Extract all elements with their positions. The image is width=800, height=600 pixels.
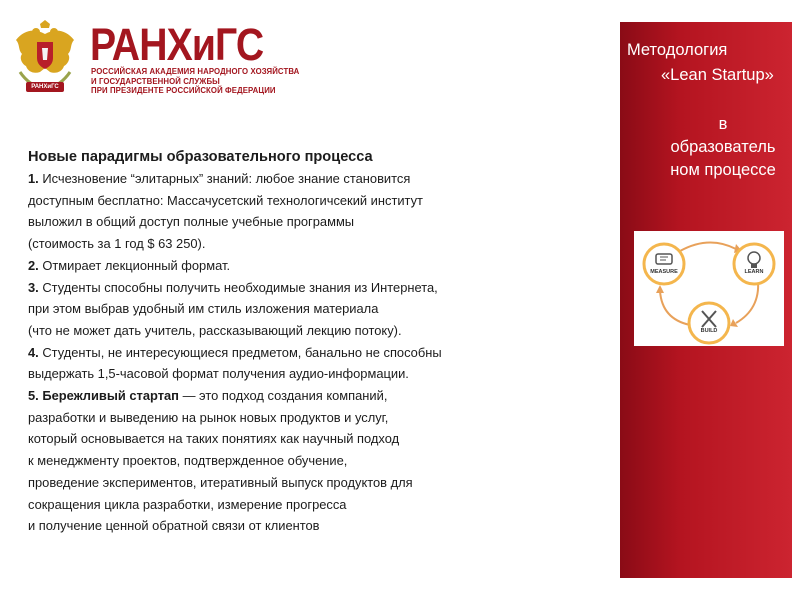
panel-title-line: Методология xyxy=(627,41,728,59)
item-text: Отмирает лекционный формат. xyxy=(38,257,231,273)
lean-startup-term: Бережливый стартап xyxy=(38,388,179,404)
section-heading: Новые парадигмы образовательного процесса xyxy=(28,149,373,165)
paragraph-line: разработки и выведению на рынок новых продуктов и услуг, xyxy=(28,409,389,425)
paragraph-line: который основывается на таких понятиях как научный подход xyxy=(28,431,400,447)
brand-subtitle-line: И ГОСУДАРСТВЕННОЙ СЛУЖБЫ xyxy=(91,76,220,86)
item-number: 5. xyxy=(28,388,39,404)
paragraph-line xyxy=(28,168,618,190)
panel-subtitle-line: в xyxy=(718,115,728,133)
build-measure-learn-diagram xyxy=(634,231,784,346)
paragraph-line: при этом выбрав удобный им стиль изложения материала xyxy=(28,301,379,317)
paragraph-line: сокращения цикла разработки, измерение прогресса xyxy=(28,496,347,512)
paragraph-line: выложил в общий доступ полные учебные программы xyxy=(28,214,355,230)
item-text: — это подход создания компаний, xyxy=(178,388,388,404)
measure-label: MEASURE xyxy=(650,269,678,275)
item-text: Студенты способны получить необходимые знания из Интернета, xyxy=(38,279,438,295)
arrow-learn-to-build xyxy=(736,281,758,323)
brand-subtitle xyxy=(91,67,299,96)
build-label: BUILD xyxy=(700,328,718,334)
item-number: 4. xyxy=(28,344,39,360)
panel-subtitle-line: ном процессе xyxy=(670,161,776,179)
emblem-ribbon-text: РАНХиГС xyxy=(31,84,59,90)
build-node xyxy=(689,303,729,343)
paragraph-line: выдержать 1,5-часовой формат получения аудио-информации. xyxy=(28,366,409,382)
paragraph-line: и получение ценной обратной связи от клиентов xyxy=(28,518,320,534)
paragraph-line xyxy=(28,385,618,407)
arrow-measure-to-learn xyxy=(680,242,736,251)
brand-subtitle-line: ПРИ ПРЕЗИДЕНТЕ РОССИЙСКОЙ ФЕДЕРАЦИИ xyxy=(91,86,276,96)
side-panel xyxy=(620,22,792,578)
paragraph-line: доступным бесплатно: Массачусетский технологичсекий институт xyxy=(28,192,423,208)
arrow-build-to-measure xyxy=(660,291,690,325)
item-text: Исчезновение “элитарных” знаний: любое знание становится xyxy=(38,171,411,186)
paragraph-line: к менеджменту проектов, подтвержденное обучение, xyxy=(28,453,348,469)
panel-title xyxy=(627,38,789,88)
brand-subtitle-line: РОССИЙСКАЯ АКАДЕМИЯ НАРОДНОГО ХОЗЯЙСТВА xyxy=(91,67,300,76)
brand-title: РАНХиГС xyxy=(90,19,264,70)
paragraph-line xyxy=(28,255,618,277)
item-number: 1. xyxy=(28,171,39,186)
item-number: 2. xyxy=(28,257,39,273)
panel-subtitle xyxy=(658,113,788,182)
panel-title-line: «Lean Startup» xyxy=(661,66,774,84)
panel-subtitle-line: образователь xyxy=(670,138,776,156)
main-content xyxy=(28,146,618,537)
learn-label: LEARN xyxy=(744,269,764,275)
paragraph-line: (стоимость за 1 год $ 63 250). xyxy=(28,236,206,252)
emblem-logo xyxy=(14,20,76,98)
paragraph-line xyxy=(28,342,618,364)
item-number: 3. xyxy=(28,279,39,295)
paragraph-line: (что не может дать учитель, рассказывающий лекцию потоку). xyxy=(28,322,402,338)
paragraph-line xyxy=(28,277,618,299)
item-text: Студенты, не интересующиеся предметом, банально не способны xyxy=(38,344,442,360)
paragraph-line: проведение экспериментов, итеративный выпуск продуктов для xyxy=(28,474,413,490)
